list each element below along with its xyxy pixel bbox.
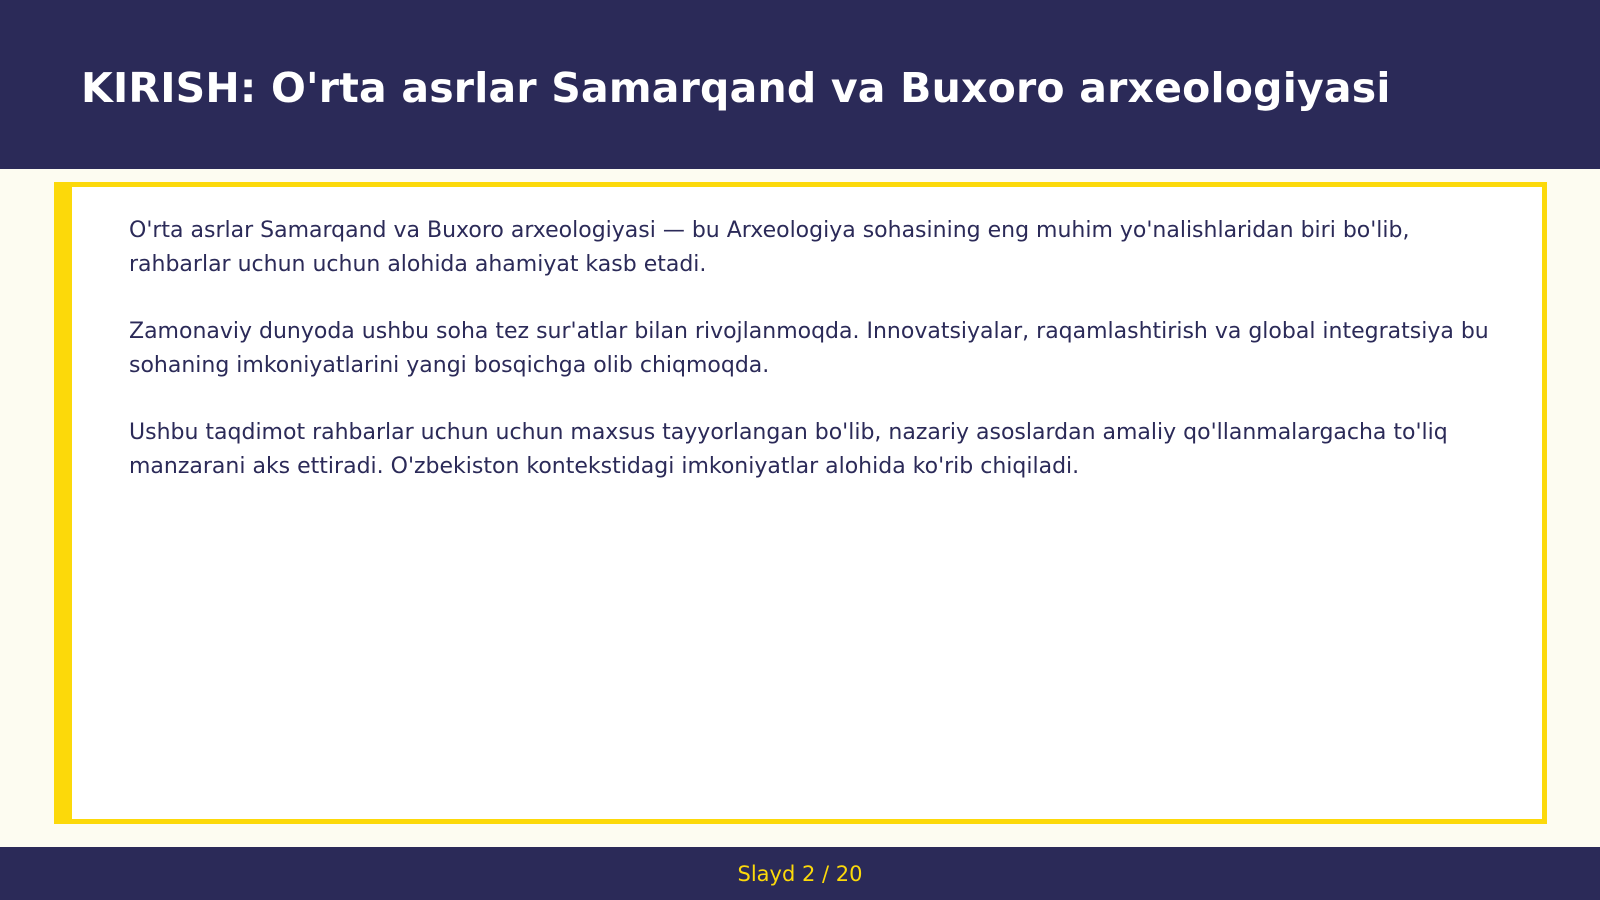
paragraph-1: O'rta asrlar Samarqand va Buxoro arxeologiyasi — bu Arxeologiya sohasining eng muhim yo'nalishlaridan biri bo'lib, rahbarlar uchun uchun alohida ahamiyat kasb etadi. <box>129 218 1410 277</box>
slide-title: KIRISH: O'rta asrlar Samarqand va Buxoro arxeologiyasi <box>81 64 1391 112</box>
slide-footer <box>0 847 1600 900</box>
paragraph-2: Zamonaviy dunyoda ushbu soha tez sur'atlar bilan rivojlanmoqda. Innovatsiyalar, raqamlashtirish va global integratsiya bu sohaning imkoniyatlarini yangi bosqichga olib chiqmoqda. <box>129 319 1489 378</box>
content-text <box>129 214 1499 517</box>
content-box <box>54 182 1547 824</box>
slide-counter: Slayd 2 / 20 <box>737 861 863 886</box>
paragraph-3: Ushbu taqdimot rahbarlar uchun uchun maxsus tayyorlangan bo'lib, nazariy asoslardan amaliy qo'llanmalargacha to'liq manzarani aks ettiradi. O'zbekiston kontekstidagi imkoniyatlar alohida ko'rib chiqiladi. <box>129 420 1448 479</box>
slide-header <box>0 0 1600 169</box>
